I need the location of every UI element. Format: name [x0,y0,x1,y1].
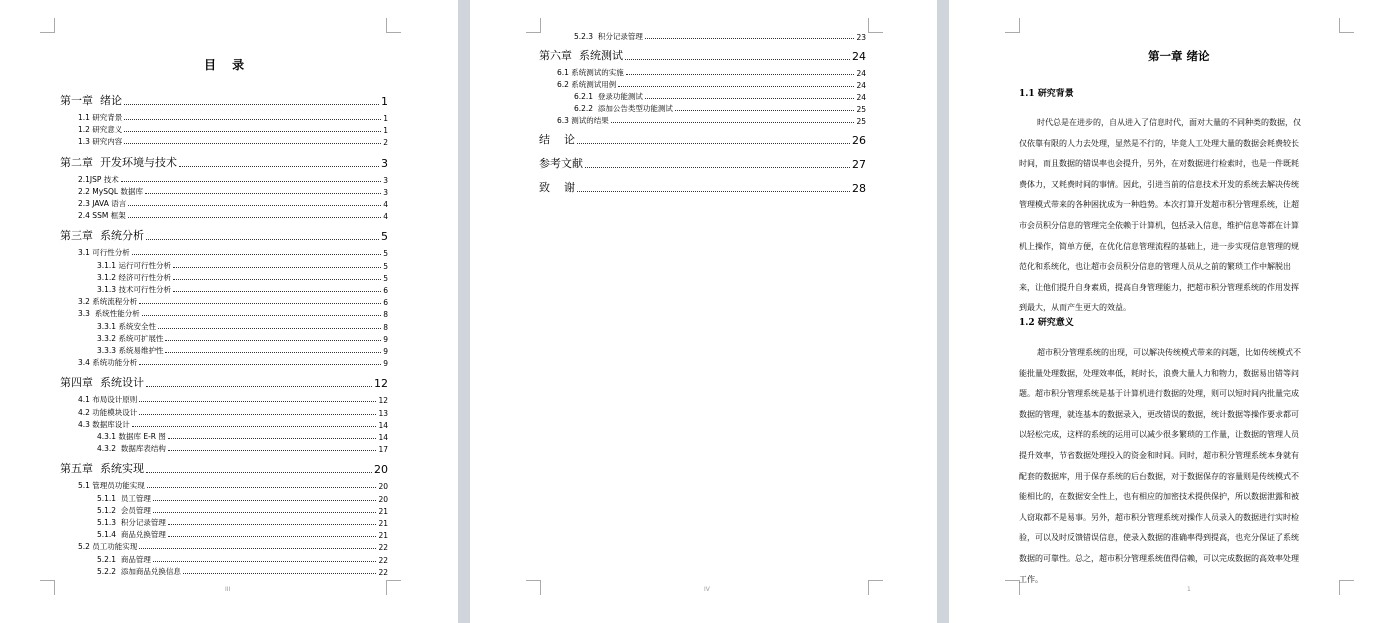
toc-entry-page: 21 [378,531,388,541]
toc-entry-level-3[interactable] [97,333,388,344]
toc-entry-level-2[interactable] [78,124,388,135]
toc-entry-label: 第三章 系统分析 [60,229,144,243]
toc-entry-level-2[interactable] [78,136,388,147]
toc-entry-label: 3.1 可行性分析 [78,248,130,258]
body-line: 仅依靠有限的人力去处理，显然是不行的，毕竟人工处理大量的数据会耗费较长 [1019,138,1299,148]
toc-entry-page: 25 [856,117,866,126]
toc-entry-label: 2.4 SSM 框架 [78,211,126,221]
toc-entry-page: 6 [383,286,388,295]
chapter-title: 第一章 绪论 [1148,49,1210,63]
toc-entry-label: 1.3 研究内容 [78,137,123,147]
toc-entry-page: 2 [383,138,388,148]
toc-entry-level-3[interactable] [97,554,388,565]
toc-entry-level-1[interactable] [539,133,866,147]
crop-mark [40,580,55,595]
toc-entry-label: 5.2 员工功能实现 [78,542,138,552]
toc-entry-page: 25 [856,105,866,114]
toc-leader-dots [153,561,377,562]
toc-entry-page: 8 [383,322,388,332]
toc-entry-page: 21 [378,519,388,528]
toc-leader-dots [173,279,381,280]
toc-entry-page: 21 [378,506,388,516]
toc-leader-dots [128,217,382,218]
body-line: 管理模式带来的各种困扰成为一种趋势。本次打算开发超市积分管理系统，让超 [1019,200,1299,210]
toc-entry-level-2[interactable] [78,210,388,221]
toc-entry-label: 2.3 JAVA 语言 [78,199,127,208]
toc-entry-level-2[interactable] [78,198,388,209]
crop-mark [386,580,401,595]
toc-leader-dots [146,239,379,240]
toc-leader-dots [585,167,850,168]
toc-entry-page: 14 [378,420,388,430]
toc-entry-level-3[interactable] [97,260,388,271]
toc-leader-dots [179,166,379,167]
toc-entry-label: 4.2 功能模块设计 [78,407,138,417]
toc-entry-level-3[interactable] [97,284,388,295]
page-number: 1 [1187,586,1191,593]
crop-mark [868,580,883,595]
toc-leader-dots [124,104,379,105]
toc-entry-label: 5.1.1 员工管理 [97,493,151,503]
toc-entry-page: 9 [383,359,388,369]
body-line: 费体力，又耗费时间的事情。因此，引进当前的信息技术开发的系统去解决传统 [1019,179,1299,189]
toc-entry-page: 24 [856,69,866,78]
toc-entry-level-1[interactable] [60,94,388,108]
toc-entry-level-2[interactable] [78,407,388,418]
toc-entry-label: 3.3.3 系统易维护性 [97,346,164,355]
toc-leader-dots [124,119,381,120]
toc-entry-level-3[interactable] [97,529,388,540]
toc-entry-label: 3.3.1 系统安全性 [97,321,156,331]
toc-entry-page: 20 [378,482,388,492]
crop-mark [526,18,541,33]
toc-entry-page: 3 [383,175,388,185]
toc-leader-dots [139,401,376,402]
toc-entry-level-2[interactable] [78,541,388,552]
toc-entry-label: 5.2.3 积分记录管理 [574,32,643,41]
body-line: 数据的管理，就连基本的数据录入，更改错误的数据，统计数据等操作要求都可 [1019,409,1299,419]
toc-entry-page: 5 [383,261,388,271]
toc-entry-page: 22 [378,543,388,553]
toc-entry-level-2[interactable] [557,67,866,78]
toc-entry-page: 1 [381,95,388,108]
toc-entry-page: 22 [378,555,388,565]
toc-entry-level-1[interactable] [60,229,388,243]
toc-entry-label: 2.2 MySQL 数据库 [78,186,143,196]
toc-entry-label: 5.1.4 商品兑换管理 [97,530,166,540]
toc-entry-level-2[interactable] [557,115,866,126]
toc-entry-level-3[interactable] [574,103,866,114]
toc-entry-page: 27 [852,158,866,171]
toc-entry-level-3[interactable] [97,493,388,504]
toc-entry-page: 20 [378,494,388,504]
toc-entry-level-2[interactable] [78,419,388,430]
toc-entry-label: 5.1.3 积分记录管理 [97,518,166,527]
toc-entry-page: 17 [378,445,388,455]
toc-entry-label: 结 论 [539,133,575,146]
toc-entry-level-1[interactable] [539,157,866,171]
body-line: 提升效率，节省数据处理投入的资金和时间。同时，超市积分管理系统本身就有 [1019,450,1299,460]
toc-entry-page: 1 [383,114,388,123]
toc-leader-dots [168,438,377,439]
toc-leader-dots [146,386,372,387]
toc-entry-label: 3.2 系统流程分析 [78,297,138,307]
crop-mark [1005,580,1020,595]
section-heading: 1.2 研究意义 [1019,318,1074,328]
toc-entry-page: 3 [383,187,388,197]
toc-entry-label: 6.2.1 登录功能测试 [574,92,643,101]
toc-leader-dots [146,472,372,473]
toc-leader-dots [173,291,381,292]
body-line: 配套的数据库，用于保存系统的后台数据，对于数据保存的容量则是传统模式不 [1019,471,1299,481]
toc-leader-dots [124,131,381,132]
toc-leader-dots [165,352,381,353]
toc-entry-level-3[interactable] [97,321,388,332]
toc-entry-label: 3.1.1 运行可行性分析 [97,260,171,270]
toc-entry-page: 5 [383,249,388,259]
toc-entry-page: 9 [383,347,388,356]
toc-page-1 [0,0,458,623]
toc-entry-page: 28 [852,182,866,195]
toc-entry-level-1[interactable] [539,181,866,195]
toc-entry-label: 1.2 研究意义 [78,125,123,135]
toc-entry-level-3[interactable] [574,31,866,42]
toc-entry-level-2[interactable] [78,186,388,197]
toc-entry-level-2[interactable] [78,247,388,258]
toc-entry-level-3[interactable] [97,505,388,516]
toc-entry-label: 3.1.3 技术可行性分析 [97,285,171,294]
toc-leader-dots [124,143,381,144]
toc-entry-level-2[interactable] [78,296,388,307]
body-line: 验，可以及时反馈错误信息，使录入数据的准确率得到提高，也充分保证了系统 [1019,533,1299,543]
crop-mark [1339,18,1354,33]
toc-entry-label: 6.2.2 添加公告类型功能测试 [574,104,673,113]
toc-entry-page: 24 [856,93,866,102]
body-line: 超市积分管理系统的出现，可以解决传统模式带来的问题，比如传统模式不 [1037,348,1301,357]
chapter-page [949,0,1400,623]
toc-leader-dots [153,500,377,501]
toc-entry-level-2[interactable] [78,357,388,368]
body-line: 题。超市积分管理系统是基于计算机进行数据的处理，则可以短时间内批量完成 [1019,389,1299,399]
toc-entry-label: 第五章 系统实现 [60,462,144,476]
toc-leader-dots [139,364,381,365]
toc-entry-level-1[interactable] [60,156,388,170]
toc-leader-dots [173,267,381,268]
toc-entry-level-2[interactable] [78,480,388,491]
crop-mark [868,18,883,33]
toc-entry-level-3[interactable] [97,431,388,442]
toc-leader-dots [145,193,381,194]
toc-entry-label: 致 谢 [539,181,575,194]
toc-entry-level-3[interactable] [97,517,388,528]
toc-entry-label: 6.3 测试的结果 [557,116,609,125]
toc-leader-dots [139,303,381,304]
toc-leader-dots [577,143,850,144]
toc-entry-label: 5.1.2 会员管理 [97,505,151,515]
crop-mark [386,18,401,33]
toc-entry-label: 第六章 系统测试 [539,49,623,62]
toc-leader-dots [626,74,855,75]
crop-mark [1005,18,1020,33]
toc-entry-page: 12 [378,396,388,406]
section-body [1019,113,1349,319]
toc-entry-label: 4.3.1 数据库 E-R 图 [97,432,166,441]
toc-entry-level-2[interactable] [78,174,388,185]
toc-entry-level-1[interactable] [539,49,866,63]
toc-leader-dots [139,414,376,415]
toc-entry-label: 3.3 系统性能分析 [78,309,140,319]
toc-entry-level-1[interactable] [60,376,388,390]
toc-leader-dots [147,487,377,488]
toc-entry-label: 6.2 系统测试用例 [557,80,617,89]
body-line: 到最大，从而产生更大的效益。 [1019,303,1131,313]
toc-leader-dots [645,98,855,99]
toc-entry-page: 6 [383,298,388,308]
body-line: 时代总是在进步的，自从进入了信息时代，面对大量的不同种类的数据，仅 [1037,118,1301,127]
page-number: III [225,586,231,593]
toc-leader-dots [132,426,377,427]
toc-entry-label: 第四章 系统设计 [60,376,144,390]
toc-leader-dots [611,122,855,123]
toc-leader-dots [577,191,850,192]
toc-entry-page: 24 [856,81,866,90]
section-heading: 1.1 研究背景 [1019,89,1074,99]
toc-entry-page: 24 [852,50,866,63]
toc-entry-page: 8 [383,310,388,320]
toc-entry-label: 1.1 研究背景 [78,113,123,122]
toc-entry-page: 13 [378,408,388,418]
toc-entry-level-1[interactable] [60,462,388,476]
body-line: 数据的可靠性。总之，超市积分管理系统值得信赖，可以完成数据的高效率处理 [1019,553,1299,563]
toc-entry-label: 5.2.1 商品管理 [97,554,151,564]
toc-entry-page: 23 [856,33,866,42]
body-line: 以轻松完成，这样的系统的运用可以减少很多繁琐的工作量，让数据的管理人员 [1019,430,1299,440]
toc-leader-dots [158,328,381,329]
toc-entry-label: 5.1 管理员功能实现 [78,481,145,491]
toc-entry-level-2[interactable] [78,394,388,405]
body-line: 机上操作，简单方便，在优化信息管理流程的基础上，进一步实现信息管理的规 [1019,241,1299,251]
toc-entry-level-3[interactable] [574,91,866,102]
toc-entry-level-3[interactable] [97,345,388,356]
toc-entry-level-2[interactable] [78,112,388,123]
toc-leader-dots [128,205,381,206]
toc-entry-page: 3 [381,156,388,170]
crop-mark [40,18,55,33]
toc-entry-page: 12 [374,377,388,391]
toc-entry-page: 4 [383,200,388,209]
toc-entry-level-3[interactable] [97,566,388,577]
body-line: 工作。 [1019,574,1043,584]
toc-leader-dots [142,315,382,316]
toc-leader-dots [168,524,377,525]
toc-entry-page: 14 [378,433,388,442]
toc-leader-dots [168,536,377,537]
body-line: 时间，而且数据的错误率也会提升，另外，在对数据进行检索时，也是一件既耗 [1019,159,1299,169]
toc-leader-dots [165,340,381,341]
toc-leader-dots [183,573,377,574]
toc-entry-label: 3.3.2 系统可扩展性 [97,333,164,343]
toc-leader-dots [168,450,377,451]
toc-leader-dots [618,86,854,87]
toc-leader-dots [675,110,855,111]
toc-leader-dots [153,512,377,513]
toc-entry-label: 第二章 开发环境与技术 [60,155,177,169]
toc-entry-label: 6.1 系统测试的实施 [557,68,624,77]
toc-leader-dots [132,254,381,255]
toc-leader-dots [139,548,376,549]
toc-entry-level-2[interactable] [557,79,866,90]
toc-entry-label: 4.1 布局设计原则 [78,395,138,405]
toc-entry-label: 3.1.2 经济可行性分析 [97,272,171,282]
body-line: 人窃取都不是易事。另外，超市积分管理系统对操作人员录入的数据进行实时检 [1019,512,1299,522]
toc-entry-page: 22 [378,567,388,577]
toc-entry-page: 5 [381,230,388,244]
toc-entry-page: 4 [383,212,388,222]
toc-entry-label: 2.1JSP 技术 [78,174,119,184]
crop-mark [526,580,541,595]
toc-entry-level-3[interactable] [97,272,388,283]
toc-entry-label: 参考文献 [539,157,583,170]
toc-entry-page: 5 [383,273,388,283]
body-line: 来，让他们提升自身素质，提高自身管理能力，把超市积分管理系统的作用发挥 [1019,282,1299,292]
body-line: 范化和系统化，也让超市会员积分信息的管理人员从之前的繁琐工作中解脱出 [1019,262,1291,272]
body-line: 能批量处理数据，处理效率低，耗时长，浪费大量人力和物力，数据易出错等问 [1019,368,1299,378]
toc-leader-dots [121,181,381,182]
toc-entry-label: 第一章 绪论 [60,94,122,107]
toc-entry-page: 9 [383,334,388,344]
toc-leader-dots [645,38,855,39]
toc-entry-label: 3.4 系统功能分析 [78,358,138,368]
toc-entry-label: 5.2.2 添加商品兑换信息 [97,566,181,576]
page-number: IV [704,586,710,593]
section-body [1019,343,1349,590]
toc-entry-label: 4.3.2 数据库表结构 [97,444,166,454]
toc-entry-level-3[interactable] [97,443,388,454]
toc-entry-label: 4.3 数据库设计 [78,419,130,429]
toc-page-2 [470,0,937,623]
body-line: 能相比的，在数据安全性上，也有相应的加密技术提供保护，所以数据泄露和被 [1019,492,1299,502]
toc-entry-page: 26 [852,134,866,147]
toc-entry-page: 1 [383,126,388,136]
toc-title: 目 录 [204,58,251,72]
body-line: 市会员积分信息的管理完全依赖于计算机，包括录入信息，维护信息等都在计算 [1019,220,1299,230]
toc-leader-dots [625,59,850,60]
toc-entry-page: 20 [374,463,388,477]
toc-entry-level-2[interactable] [78,308,388,319]
